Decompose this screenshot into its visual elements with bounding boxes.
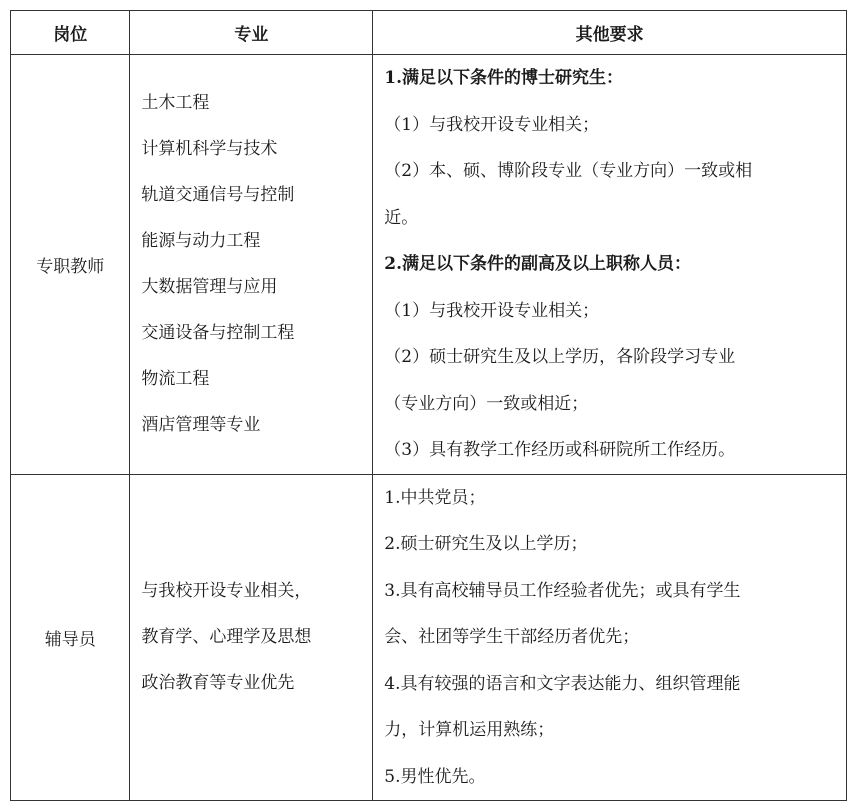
recruitment-table (10, 10, 847, 801)
requirement-heading: 1.满足以下条件的博士研究生： (384, 68, 623, 88)
major-item: 物流工程 (141, 369, 210, 390)
requirement-heading: 2.满足以下条件的副高及以上职称人员： (384, 254, 691, 274)
majors-cell (130, 55, 373, 475)
table-header-row (11, 11, 847, 55)
major-item: 计算机科学与技术 (141, 139, 278, 160)
requirements-cell (373, 474, 847, 801)
requirement-line: （2）硕士研究生及以上学历，各阶段学习专业 (384, 347, 736, 367)
requirements-cell (373, 55, 847, 475)
requirement-line: 2.硕士研究生及以上学历； (384, 534, 588, 554)
major-item: 酒店管理等专业 (141, 415, 261, 436)
header-requirements: 其他要求 (373, 11, 847, 55)
header-position: 岗位 (11, 11, 130, 55)
major-item: 政治教育等专业优先 (141, 673, 295, 694)
requirement-line: （专业方向）一致或相近； (384, 393, 589, 414)
major-item: 能源与动力工程 (141, 231, 261, 252)
major-item: 教育学、心理学及思想 (141, 627, 312, 648)
major-item: 土木工程 (141, 93, 210, 114)
position-cell: 辅导员 (11, 474, 130, 801)
table-row (11, 55, 847, 475)
majors-cell (130, 474, 373, 801)
major-item: 交通设备与控制工程 (141, 323, 295, 344)
requirement-line: 近。 (384, 207, 419, 228)
requirement-line: （2）本、硕、博阶段专业（专业方向）一致或相 (384, 161, 753, 181)
requirement-line: 3.具有高校辅导员工作经验者优先；或具有学生 (384, 580, 741, 601)
requirement-line: 力，计算机运用熟练； (384, 720, 555, 740)
requirement-line: （1）与我校开设专业相关； (384, 300, 600, 321)
requirement-line: 会、社团等学生干部经历者优先； (384, 627, 640, 647)
header-major: 专业 (130, 11, 373, 55)
requirement-line: （3）具有教学工作经历或科研院所工作经历。 (384, 440, 736, 460)
requirement-line: 5.男性优先。 (384, 766, 486, 787)
requirement-line: 4.具有较强的语言和文字表达能力、组织管理能 (384, 673, 741, 694)
major-item: 与我校开设专业相关， (141, 581, 312, 602)
table-row (11, 474, 847, 801)
major-item: 轨道交通信号与控制 (141, 185, 295, 206)
requirement-line: 1.中共党员； (384, 487, 486, 508)
major-item: 大数据管理与应用 (141, 277, 278, 298)
position-cell: 专职教师 (11, 55, 130, 475)
requirement-line: （1）与我校开设专业相关； (384, 114, 600, 135)
